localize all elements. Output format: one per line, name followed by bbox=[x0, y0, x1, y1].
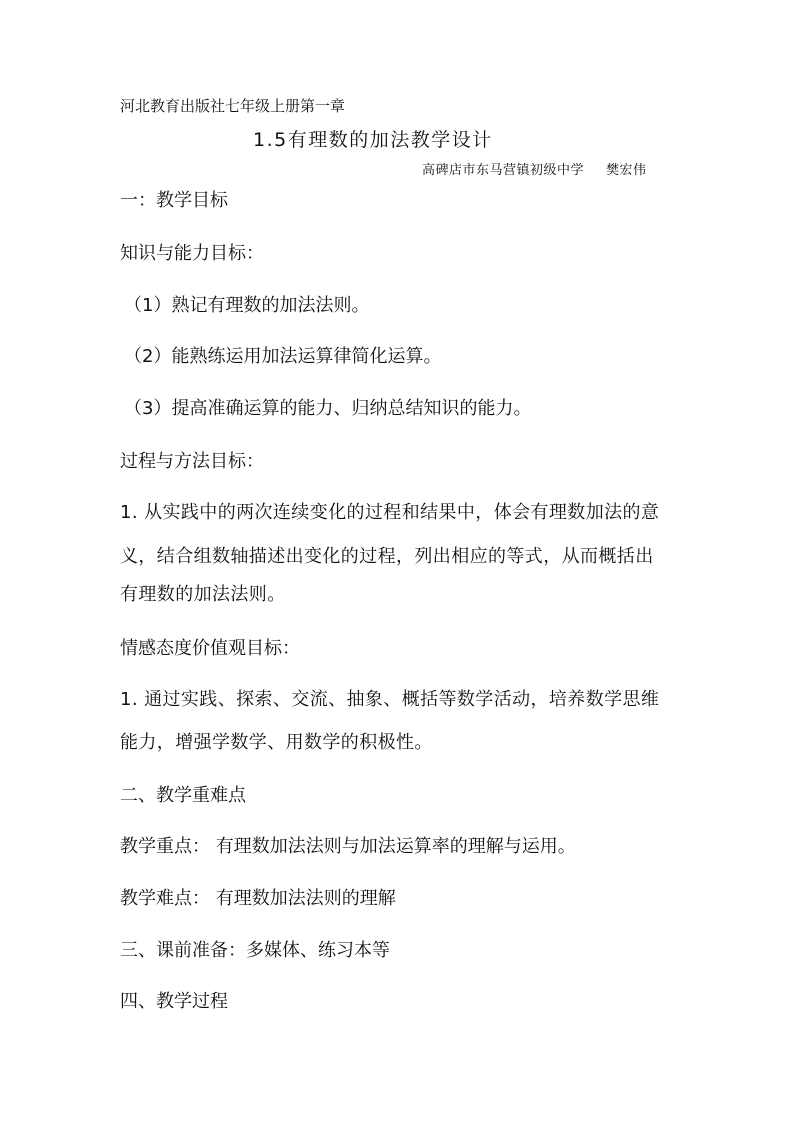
process-para-line-2: 义，结合组数轴描述出变化的过程，列出相应的等式，从而概括出 bbox=[120, 546, 654, 567]
document-title: 1.5有理数的加法教学设计 bbox=[253, 129, 493, 151]
section-heading-objectives: 一：教学目标 bbox=[120, 190, 228, 211]
emotion-para-line-1: 1. 通过实践、探索、交流、抽象、概括等数学活动，培养数学思维 bbox=[120, 689, 660, 710]
process-method-heading: 过程与方法目标： bbox=[120, 451, 264, 472]
author-name: 樊宏伟 bbox=[606, 163, 647, 178]
knowledge-item-2: （2）能熟练运用加法运算律简化运算。 bbox=[124, 346, 442, 367]
difficult-point-line: 教学难点： 有理数加法法则的理解 bbox=[120, 888, 396, 909]
emotion-attitude-heading: 情感态度价值观目标： bbox=[120, 638, 300, 659]
section-heading-process: 四、教学过程 bbox=[120, 991, 228, 1012]
section-heading-key-difficult: 二、教学重难点 bbox=[120, 785, 246, 806]
knowledge-ability-heading: 知识与能力目标： bbox=[120, 243, 264, 264]
publisher-line: 河北教育出版社七年级上册第一章 bbox=[120, 97, 346, 115]
emotion-para-line-2: 能力，增强学数学、用数学的积极性。 bbox=[120, 732, 433, 753]
process-para-line-3: 有理数的加法法则。 bbox=[120, 584, 286, 605]
section-heading-preparation: 三、课前准备：多媒体、练习本等 bbox=[120, 940, 390, 961]
knowledge-item-3: （3）提高准确运算的能力、归纳总结知识的能力。 bbox=[124, 398, 532, 419]
school-name: 高碑店市东马营镇初级中学 bbox=[422, 163, 585, 178]
process-para-line-1: 1. 从实践中的两次连续变化的过程和结果中，体会有理数加法的意 bbox=[120, 502, 660, 523]
author-line bbox=[422, 162, 647, 180]
key-point-line: 教学重点： 有理数加法法则与加法运算率的理解与运用。 bbox=[120, 836, 576, 857]
knowledge-item-1: （1）熟记有理数的加法法则。 bbox=[124, 295, 370, 316]
